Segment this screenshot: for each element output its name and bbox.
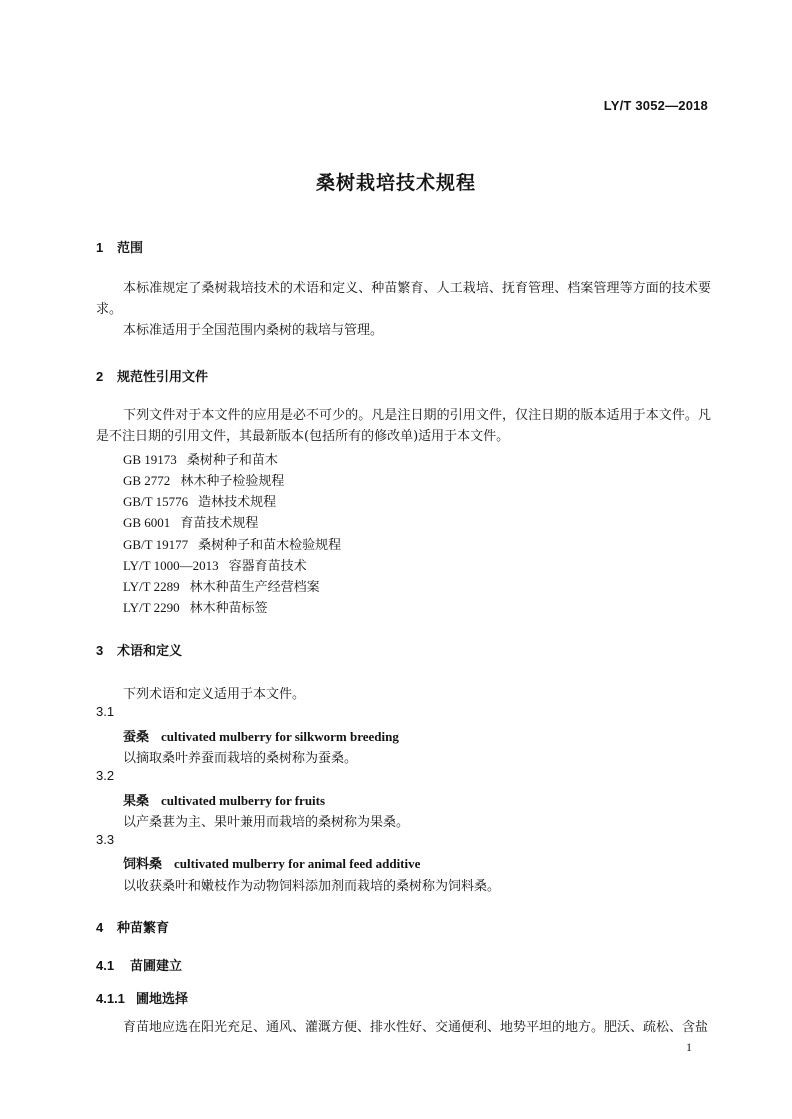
term-chinese: 果桑 [123,794,150,809]
reference-name: 容器育苗技术 [228,559,307,574]
term-number: 3.2 [96,768,115,783]
subsection-4-1-1-heading [96,988,188,1007]
term-entry [123,853,420,872]
term-number: 3.3 [96,832,115,847]
reference-name: 林木种苗生产经营档案 [189,580,320,595]
subsection-number: 4.1.1 [96,991,125,1006]
reference-name: 林木种子检验规程 [180,474,285,489]
term-definition: 以产桑葚为主、果叶兼用而栽培的桑树称为果桑。 [123,815,410,830]
document-title: 桑树栽培技术规程 [315,172,476,194]
reference-item [123,555,307,574]
reference-code: GB 2772 [123,473,171,488]
reference-code: GB 19173 [123,452,177,467]
standard-number: LY/T 3052—2018 [603,98,708,113]
section-title: 规范性引用文件 [117,370,209,385]
section-title: 术语和定义 [117,644,183,659]
section-title: 种苗繁育 [117,921,170,936]
section-1-paragraph-2: 本标准适用于全国范围内桑树的栽培与管理。 [123,323,384,338]
section-number: 3 [96,643,104,658]
term-chinese: 饲料桑 [123,857,163,872]
section-title: 范围 [117,241,144,256]
section-number: 1 [96,240,104,255]
reference-item [123,534,341,553]
term-english: cultivated mulberry for fruits [161,793,326,808]
reference-item [123,576,320,595]
page-number: 1 [686,1040,692,1054]
subsection-title: 苗圃建立 [130,959,183,974]
term-english: cultivated mulberry for animal feed additive [174,856,421,871]
section-1-heading [96,237,143,256]
subsection-number: 4.1 [96,958,115,973]
reference-name: 桑树种子和苗木 [186,453,278,468]
section-number: 4 [96,920,104,935]
reference-name: 育苗技术规程 [180,516,259,531]
term-entry [123,790,325,809]
section-4-heading [96,917,169,936]
reference-item [123,512,258,531]
reference-item [123,597,268,616]
section-1-paragraph-1: 本标准规定了桑树栽培技术的术语和定义、种苗繁育、人工栽培、抚育管理、档案管理等方面的技术要求。 [96,281,711,317]
term-chinese: 蚕桑 [123,730,150,745]
term-definition: 以摘取桑叶养蚕而栽培的桑树称为蚕桑。 [123,751,358,766]
reference-item [123,470,284,489]
reference-code: GB/T 19177 [123,537,189,552]
term-entry [123,726,399,745]
reference-item [123,449,278,468]
term-english: cultivated mulberry for silkworm breeding [161,729,399,744]
reference-code: GB 6001 [123,515,171,530]
reference-name: 林木种苗标签 [189,601,268,616]
reference-name: 桑树种子和苗木检验规程 [198,538,342,553]
section-2-paragraph-1: 下列文件对于本文件的应用是必不可少的。凡是注日期的引用文件，仅注日期的版本适用于本文件。凡是不注日期的引用文件，其最新版本(包括所有的修改单)适用于本文件。 [96,408,711,444]
section-3-intro: 下列术语和定义适用于本文件。 [123,687,306,702]
reference-code: GB/T 15776 [123,494,189,509]
reference-code: LY/T 1000—2013 [123,558,219,573]
subsection-4-1-heading [96,955,182,974]
term-definition: 以收获桑叶和嫩枝作为动物饲料添加剂而栽培的桑树称为饲料桑。 [123,879,501,894]
section-number: 2 [96,369,104,384]
reference-name: 造林技术规程 [198,495,277,510]
section-2-heading [96,366,208,385]
term-number: 3.1 [96,704,115,719]
section-3-heading [96,640,182,659]
reference-item [123,491,276,510]
reference-code: LY/T 2290 [123,600,180,615]
subsection-title: 圃地选择 [136,992,189,1007]
reference-code: LY/T 2289 [123,579,180,594]
section-4-paragraph-1: 育苗地应选在阳光充足、通风、灌溉方便、排水性好、交通便利、地势平坦的地方。肥沃、疏松、含盐 [123,1020,709,1035]
